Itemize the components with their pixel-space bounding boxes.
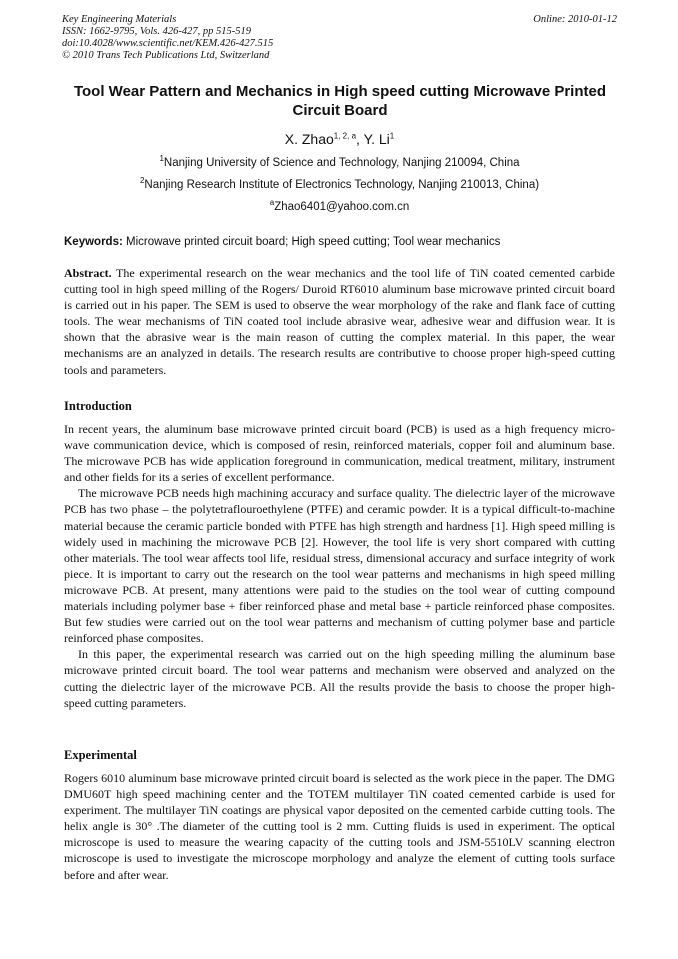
issn-line: ISSN: 1662-9795, Vols. 426-427, pp 515-519 (62, 26, 251, 37)
author-affiliation-mark: 1 (389, 131, 395, 141)
affiliation-1 (62, 154, 617, 169)
author-affiliation-mark: 1, 2, a (333, 131, 357, 141)
keywords-label: Keywords: (64, 236, 123, 248)
section-heading-introduction: Introduction (64, 399, 132, 413)
copyright-line: © 2010 Trans Tech Publications Ltd, Switzerland (62, 50, 270, 61)
keywords (64, 236, 619, 248)
abstract-text: The experimental research on the wear mechanics and the tool life of TiN coated cemented carbide cutting tool in high speed milling of the Rogers/ Duroid RT6010 aluminum base microwave printed circuit board is carried out in his paper. The SEM is used to observe the wear morphology of the rake and flank face of cutting tools. The wear mechanisms of TiN coated tool include abrasive wear, adhesive wear and diffusion wear. It is shown that the abrasive wear is the main reason of cutting the complex material. In this paper, the wear mechanisms are an analyzed in details. The research results are contributive to choose proper high-speed cutting tools and parameters. (64, 266, 615, 377)
introduction-body (64, 421, 615, 711)
abstract (64, 265, 615, 378)
author-separator: , (356, 131, 364, 147)
author-name: Y. Li (363, 131, 390, 147)
paragraph: Rogers 6010 aluminum base microwave printed circuit board is selected as the work piece in the paper. The DMG DMU60T high speed machining center and the TOTEM multilayer TiN coated cemented carbide is used for experiment. The multilayer TiN coatings are physical vapor deposited on the cemented carbide cutting tools. The helix angle is 30° .The diameter of the cutting tool is 2 mm. Cutting fluids is used in experiment. The optical microscope is used to measure the wearing capacity of the cutting tools and JSM-5510LV scanning electron microscope is used to investigate the microscope morphology and analyze the element of cutting tools surface before and after wear. (64, 771, 615, 882)
journal-header (62, 14, 617, 62)
affiliation-2 (62, 176, 617, 191)
paragraph: In recent years, the aluminum base microwave printed circuit board (PCB) is used as a high frequency micro-wave communication device, which is composed of resin, reinforced materials, copper foil and aluminum base. The microwave PCB has wide application foreground in communication, medical treatment, military, instrument and other fields for its a series of excellent performance. (64, 422, 615, 485)
doi-line: doi:10.4028/www.scientific.net/KEM.426-427.515 (62, 38, 274, 49)
author-email-line (62, 198, 617, 213)
abstract-label: Abstract. (64, 266, 112, 280)
journal-name: Key Engineering Materials (62, 14, 177, 25)
author-line (62, 131, 617, 147)
author-email: Zhao6401@yahoo.com.cn (274, 201, 410, 213)
section-heading-experimental: Experimental (64, 748, 137, 762)
experimental-body (64, 770, 615, 883)
affiliation-mark: 2 (139, 176, 145, 186)
affiliation-mark: 1 (159, 154, 164, 164)
affiliation-text: Nanjing University of Science and Technology, Nanjing 210094, China (163, 157, 520, 169)
paragraph: The microwave PCB needs high machining accuracy and surface quality. The dielectric layer of the microwave PCB has two phase – the polytetraflouroethylene (PTFE) and ceramic powder. It is a typical difficult-to-machine material because the ceramic particle bonded with PTFE has high strength and hardness [1]. High speed milling is widely used in machining the microwave PCB [2]. However, the tool life is very short compared with cutting other materials. The tool wear affects tool life, residual stress, dimensional accuracy and surface integrity of work piece. It is important to carry out the research on the tool wear patterns and mechanisms in high speed milling microwave PCB. At present, many attentions were paid to the studies on the tool wear of cutting compound materials including polymer base + fiber reinforced phase and metal base + particle reinforced phase composites. But few studies were carried out on the tool wear patterns and mechanism of cutting polymer base and particle reinforced phase composites. (64, 486, 615, 646)
paper-title: Tool Wear Pattern and Mechanics in High speed cutting Microwave Printed Circuit Board (73, 83, 607, 119)
keywords-text: Microwave printed circuit board; High speed cutting; Tool wear mechanics (122, 236, 501, 248)
online-date: Online: 2010-01-12 (533, 14, 617, 25)
author-name: X. Zhao (284, 131, 334, 147)
affiliation-text: Nanjing Research Institute of Electronics Technology, Nanjing 210013, China) (144, 179, 540, 191)
email-mark: a (269, 198, 275, 208)
paragraph: In this paper, the experimental research was carried out on the high speeding milling the aluminum base microwave printed circuit board. The tool wear patterns and mechanism were observed and analyzed on the cutting the dielectric layer of the microwave PCB. All the results provide the basis to choose the proper high-speed cutting parameters. (64, 647, 615, 710)
